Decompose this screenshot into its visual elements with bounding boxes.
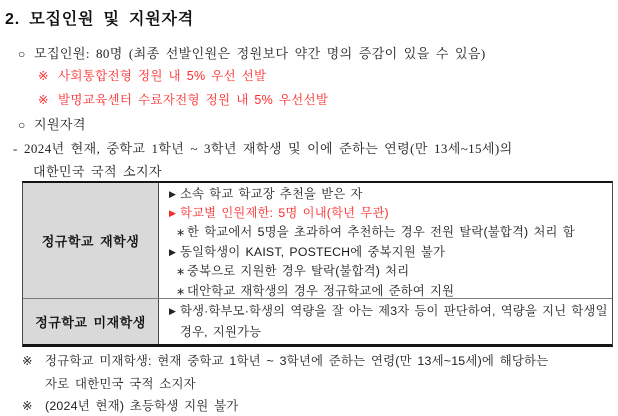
table-row-enrolled (23, 183, 612, 299)
table-item-text-continued: 경우, 지원가능 (180, 325, 262, 339)
circle-bullet-icon: ○ (18, 47, 26, 61)
table-subitem (176, 262, 606, 282)
table-item-text: 학교별 인원제한: 5명 이내(학년 무관) (180, 205, 389, 220)
table-row-content (159, 299, 612, 344)
footnote-not-enrolled-line1 (22, 351, 548, 369)
circle-bullet-icon: ○ (18, 118, 26, 132)
footnote-not-enrolled-line2: 자로 대한민국 국적 소지자 (45, 377, 196, 391)
triangle-bullet-icon: ▶ (169, 189, 177, 199)
table-row-header: 정규학교 재학생 (23, 183, 159, 298)
page-title: 2. 모집인원 및 지원자격 (5, 11, 194, 28)
recruitment-text: 모집인원: 80명 (최종 선발인원은 정원보다 약간 명의 증감이 있을 수 있음) (34, 46, 486, 61)
asterisk-bullet-icon: ∗ (176, 265, 186, 278)
asterisk-bullet-icon: ∗ (176, 285, 186, 298)
dash-bullet-icon: - (13, 141, 18, 156)
priority-note-text: 사회통합전형 정원 내 5% 우선 선발 (58, 69, 267, 83)
priority-note-invention (38, 90, 328, 108)
priority-note-social (38, 66, 266, 84)
triangle-bullet-icon: ▶ (169, 306, 177, 316)
asterisk-bullet-icon: ∗ (176, 226, 186, 239)
table-item-text: 중복으로 지원한 경우 탈락(불합격) 처리 (187, 263, 410, 278)
table-row-content (159, 183, 612, 298)
priority-note-text: 발명교육센터 수료자전형 정원 내 5% 우선선발 (58, 93, 329, 107)
eligibility-table (22, 181, 613, 347)
reference-mark-icon: ※ (22, 399, 33, 413)
qualification-detail-line1 (13, 138, 513, 157)
reference-mark-icon: ※ (38, 93, 49, 107)
footnote-text: (2024년 현재) 초등학생 지원 불가 (45, 399, 239, 413)
table-row-header: 정규학교 미재학생 (23, 299, 159, 344)
reference-mark-icon: ※ (38, 69, 49, 83)
table-item-text: 대안학교 재학생의 경우 정규학교에 준하여 지원 (187, 283, 455, 298)
table-subitem (176, 282, 606, 298)
table-item-text: 학생·학부모·학생의 역량을 잘 아는 제3자 등이 판단하여, 역량을 지닌 학생일 (180, 304, 608, 318)
footnote-text: 정규학교 미재학생: 현재 중학교 1학년 ~ 3학년에 준하는 연령(만 13세~15세)에 해당하는 (45, 354, 549, 368)
table-item-text: 소속 학교 학교장 추천을 받은 자 (180, 187, 363, 201)
table-item-text: 동일학생이 KAIST, POSTECH에 중복지원 불가 (180, 244, 446, 259)
table-item (169, 301, 606, 322)
qualification-detail-text: 2024년 현재, 중학교 1학년 ~ 3학년 재학생 및 이에 준하는 연령(만 13세~15세)의 (24, 141, 513, 156)
recruitment-line (18, 43, 486, 62)
qualification-label: 지원자격 (34, 117, 86, 132)
table-item-text: 한 학교에서 5명을 초과하여 추천하는 경우 전원 탈락(불합격) 처리 함 (187, 224, 575, 239)
triangle-bullet-icon: ▶ (169, 246, 177, 257)
table-item (169, 243, 606, 262)
reference-mark-icon: ※ (22, 354, 33, 368)
table-subitem (176, 223, 606, 243)
footnote-elementary (22, 396, 238, 414)
table-item-limit (169, 204, 606, 223)
table-row-not-enrolled (23, 299, 612, 344)
triangle-bullet-icon: ▶ (169, 207, 177, 218)
qualification-heading (18, 114, 86, 133)
qualification-detail-line2: 대한민국 국적 소지자 (33, 164, 162, 179)
table-item (169, 185, 606, 204)
